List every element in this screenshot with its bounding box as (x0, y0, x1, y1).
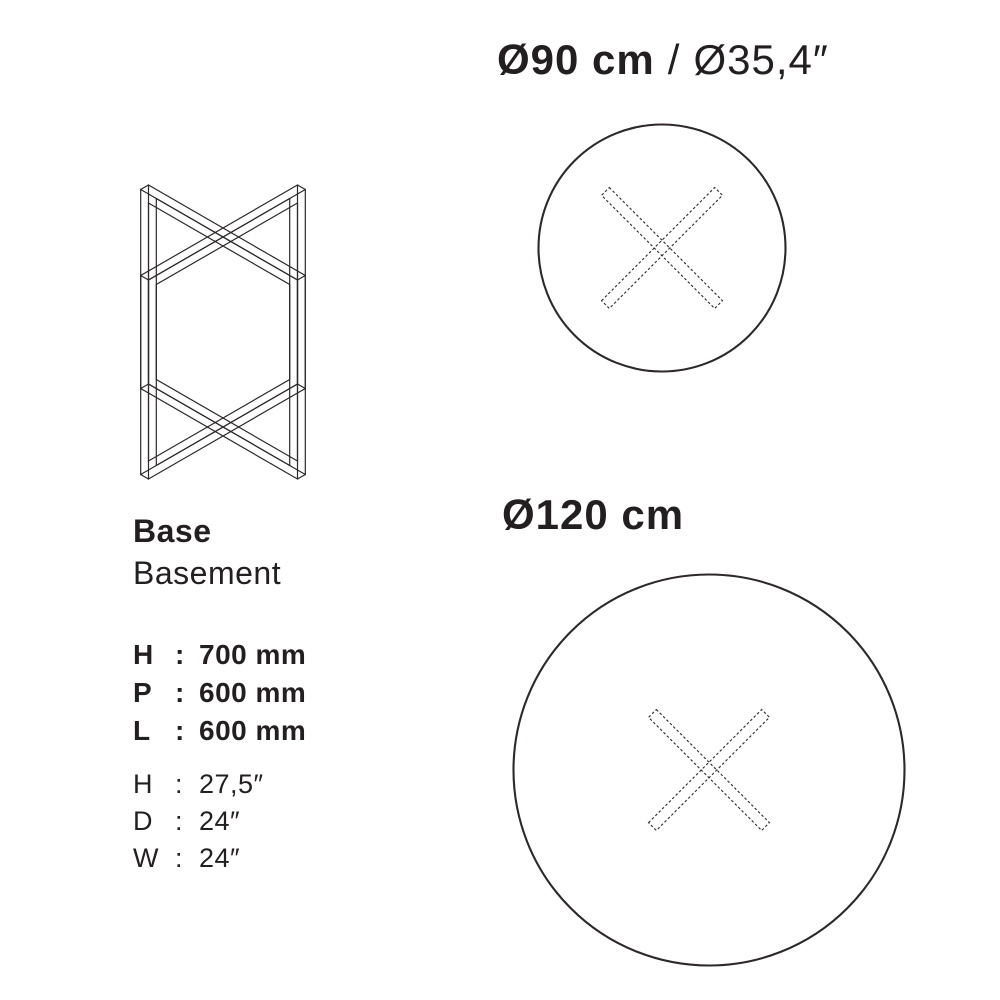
dimension-row-depth-mm (133, 674, 306, 712)
cross-bar-icon (649, 710, 770, 831)
dimension-key: P (133, 677, 153, 708)
base-frame-edge-connectors (141, 185, 306, 479)
cross-bar-icon (602, 188, 723, 309)
title-separator: / (667, 36, 681, 83)
tabletop-120-title (502, 493, 684, 537)
dimension-value: 24″ (199, 806, 241, 836)
dimension-row-width-in (133, 840, 264, 877)
metric-dimensions (133, 636, 306, 750)
dimension-key: L (133, 715, 151, 746)
dimension-row-height-in (133, 766, 264, 803)
dimension-row-length-mm (133, 712, 306, 750)
dimension-key: H (133, 639, 154, 670)
diameter-120-cm-label: Ø120 cm (502, 491, 685, 538)
dimension-row-height-mm (133, 636, 306, 674)
tabletop-120-outline (514, 575, 905, 966)
tabletop-90-outline (539, 125, 786, 372)
dimension-key: D (133, 806, 153, 836)
base-name: Base (133, 513, 212, 549)
dimension-colon: : (175, 843, 184, 873)
imperial-dimensions (133, 766, 264, 877)
dimension-colon: : (175, 769, 184, 799)
tabletop-90-title (497, 38, 829, 82)
base-frame-right-back-face (149, 185, 306, 475)
base-name-translation: Basement (133, 555, 282, 591)
base-isometric-drawing (141, 185, 306, 479)
dimension-colon: : (175, 715, 185, 746)
tabletop-90-drawing (539, 125, 786, 372)
dimension-value: 700 mm (199, 639, 307, 670)
base-frame-left-back-face (141, 185, 298, 475)
dimension-value: 600 mm (199, 677, 307, 708)
dimension-row-depth-in (133, 803, 264, 840)
dimension-colon: : (175, 639, 185, 670)
base-frame-left-front-face (149, 190, 306, 480)
base-frame-right-front-face (141, 190, 298, 480)
diameter-90-inches-label: Ø35,4″ (693, 36, 829, 83)
dimension-key: H (133, 769, 153, 799)
cross-bar-icon (649, 710, 770, 831)
dimension-key: W (133, 843, 159, 873)
base-cross-hidden-lines-90 (602, 188, 723, 309)
dimension-value: 27,5″ (199, 769, 264, 799)
dimension-colon: : (175, 677, 185, 708)
cross-bar-icon (602, 188, 723, 309)
tabletop-120-drawing (514, 575, 905, 966)
dimension-colon: : (175, 806, 184, 836)
dimension-value: 24″ (199, 843, 241, 873)
base-cross-hidden-lines-120 (649, 710, 770, 831)
diameter-90-cm-label: Ø90 cm (497, 36, 655, 83)
dimension-value: 600 mm (199, 715, 307, 746)
